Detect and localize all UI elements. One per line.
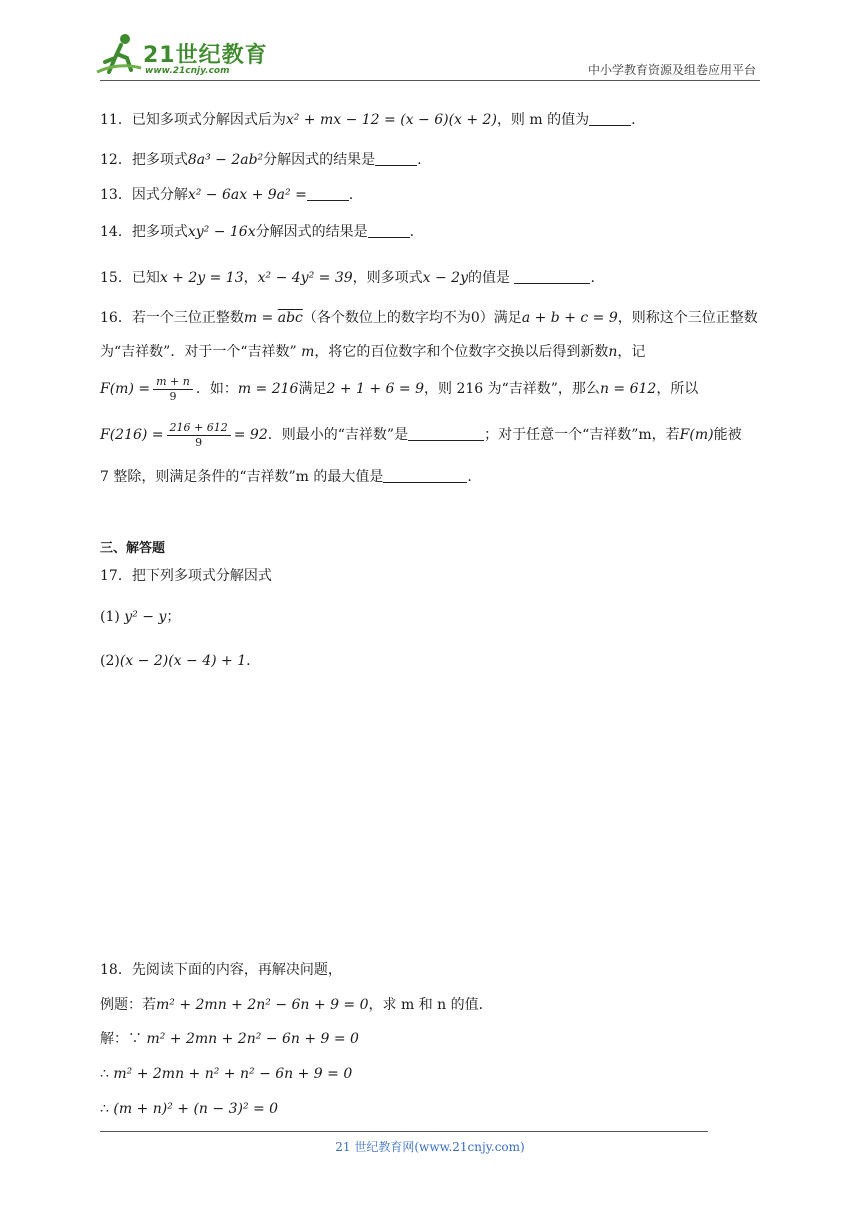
q16-text-5: ，记 <box>617 344 646 360</box>
footer-link[interactable]: 21 世纪教育网(www.21cnjy.com) <box>335 1140 525 1154</box>
question-17-stem: 17．把下列多项式分解因式 <box>100 568 272 584</box>
q15-separator: ， <box>243 270 258 286</box>
q16-fraction-1 <box>153 375 193 404</box>
q16-frac2-num: 216 + 612 <box>167 421 231 436</box>
q16-text-6: ．如： <box>195 381 238 397</box>
q16-m-216: m = 216 <box>237 381 299 397</box>
q16-frac2-den: 9 <box>195 435 203 449</box>
question-17-part-2 <box>100 651 251 671</box>
q16-n: n <box>608 344 618 360</box>
q15-text: 15．已知 <box>100 270 160 286</box>
question-18-step-2 <box>100 1064 352 1084</box>
question-12 <box>100 150 422 170</box>
question-16-line-3 <box>100 372 698 406</box>
q18-step2-equation: m² + 2mn + n² + n² − 6n + 9 = 0 <box>113 1066 353 1082</box>
q17-p2-expression: (x − 2)(x − 4) + 1 <box>119 653 247 669</box>
question-18-stem: 18．先阅读下面的内容，再解决问题， <box>100 962 342 978</box>
q12-expression: 8a³ − 2ab² <box>187 152 264 168</box>
q11-end: . <box>631 112 636 128</box>
q14-end: . <box>409 224 415 240</box>
q15-end: . <box>590 270 595 286</box>
q11-equation: x² + mx − 12 = (x − 6)(x + 2) <box>285 112 497 128</box>
q18-step3-label: ∴ <box>100 1101 109 1117</box>
logo-url: www.21cnjy.com <box>145 66 230 76</box>
q15-answer-blank[interactable] <box>514 269 590 284</box>
footer-divider <box>100 1131 708 1132</box>
q13-end: . <box>348 187 354 203</box>
q12-end: . <box>417 152 422 168</box>
q18-example-text: ，求 m 和 n 的值． <box>368 997 493 1013</box>
q16-text-11: ；对于任意一个“吉祥数”m，若 <box>484 427 680 443</box>
q16-n-612: n = 612 <box>599 381 657 397</box>
q14-answer-blank[interactable] <box>368 223 410 238</box>
header-platform-text: 中小学教育资源及组卷应用平台 <box>587 63 756 77</box>
q16-frac1-num: m + n <box>153 375 193 390</box>
q18-step3-equation: (m + n)² + (n − 3)² = 0 <box>113 1101 279 1117</box>
q16-text-7: 满足 <box>298 381 327 397</box>
page-header <box>0 0 860 90</box>
q16-abc: $\overline{abc}$ <box>277 310 303 326</box>
q17-p1-expression: y² − y <box>124 609 167 625</box>
q16-fraction-2 <box>167 421 231 450</box>
q16-frac1-den: 9 <box>169 389 177 403</box>
q18-example-label: 例题：若 <box>100 997 156 1013</box>
q11-answer-blank[interactable] <box>589 111 631 126</box>
question-11 <box>100 110 636 130</box>
question-15 <box>100 268 595 288</box>
q16-answer-blank-1[interactable] <box>408 426 484 441</box>
q15-equation-1: x + 2y = 13 <box>159 270 244 286</box>
q17-p1-end: ； <box>166 609 181 625</box>
q16-text-13: 7 整除，则满足条件的“吉祥数”m 的最大值是 <box>100 469 384 485</box>
q16-f-def: F(m) = <box>100 381 151 397</box>
question-16-line-4 <box>100 418 742 452</box>
q16-f216: F(216) = <box>100 427 164 443</box>
q14-text: 14．把多项式 <box>100 224 188 240</box>
q16-text-4: ，将它的百位数字和个位数字交换以后得到新数 <box>314 344 609 360</box>
q16-text-10: ．则最小的“吉祥数”是 <box>267 427 409 443</box>
q15-equation-2: x² − 4y² = 39 <box>257 270 353 286</box>
q15-expression: x − 2y <box>422 270 468 286</box>
q13-answer-blank[interactable] <box>307 186 349 201</box>
q16-text-12: 能被 <box>713 427 742 443</box>
q16-end: . <box>467 469 472 485</box>
question-16-line-5 <box>100 467 472 487</box>
question-18-step-1 <box>100 1029 359 1049</box>
q16-result: = 92 <box>233 427 268 443</box>
q18-step2-label: ∴ <box>100 1066 109 1082</box>
q16-fm: F(m) <box>679 427 714 443</box>
question-17-part-1 <box>100 607 180 627</box>
q16-m: m <box>301 344 315 360</box>
q16-text-8: ，则 216 为“吉祥数”，那么 <box>424 381 600 397</box>
header-divider <box>100 80 760 81</box>
q16-m-eq: m = <box>243 310 278 326</box>
q11-text: 11．已知多项式分解因式后为 <box>100 112 286 128</box>
question-18-example <box>100 995 493 1015</box>
question-13 <box>100 185 353 205</box>
q15-text-2: ，则多项式 <box>352 270 423 286</box>
q16-sum-eq: a + b + c = 9 <box>521 310 618 326</box>
q18-step1-equation: m² + 2mn + 2n² − 6n + 9 = 0 <box>146 1031 359 1047</box>
q17-p2-end: . <box>246 653 251 669</box>
q12-answer-blank[interactable] <box>375 151 417 166</box>
q18-step1-label: 解：∵ <box>100 1031 142 1047</box>
q16-text: 16．若一个三位正整数 <box>100 310 244 326</box>
q16-text-9: ，所以 <box>656 381 699 397</box>
q13-text: 13．因式分解 <box>100 187 188 203</box>
q11-text-2: ，则 m 的值为 <box>496 112 590 128</box>
question-16-line-2 <box>100 342 645 362</box>
q12-text-2: 分解因式的结果是 <box>263 152 376 168</box>
question-16-line-1 <box>100 308 758 328</box>
q14-text-2: 分解因式的结果是 <box>255 224 368 240</box>
q13-expression: x² − 6ax + 9a² = <box>187 187 307 203</box>
site-logo[interactable] <box>95 32 268 82</box>
q16-answer-blank-2[interactable] <box>383 468 467 483</box>
q16-condition: （各个数位上的数字均不为0）满足 <box>302 310 522 326</box>
runner-logo-icon <box>95 32 143 76</box>
section-title: 三、解答题 <box>100 541 166 556</box>
question-18-step-3 <box>100 1099 278 1119</box>
q12-text: 12．把多项式 <box>100 152 188 168</box>
q17-p2-label: (2) <box>100 653 120 669</box>
q16-text-3: 为“吉祥数”．对于一个“吉祥数” <box>100 344 297 360</box>
q16-text-2: ，则称这个三位正整数 <box>617 310 758 326</box>
q18-example-equation: m² + 2mn + 2n² − 6n + 9 = 0 <box>156 997 369 1013</box>
question-14 <box>100 222 414 242</box>
q16-digit-sum: 2 + 1 + 6 = 9 <box>326 381 424 397</box>
q17-p1-label: (1) <box>100 609 120 625</box>
logo-wordmark: 21世纪教育 <box>143 43 268 68</box>
q14-expression: xy² − 16x <box>187 224 256 240</box>
q15-text-3: 的值是 <box>467 270 510 286</box>
